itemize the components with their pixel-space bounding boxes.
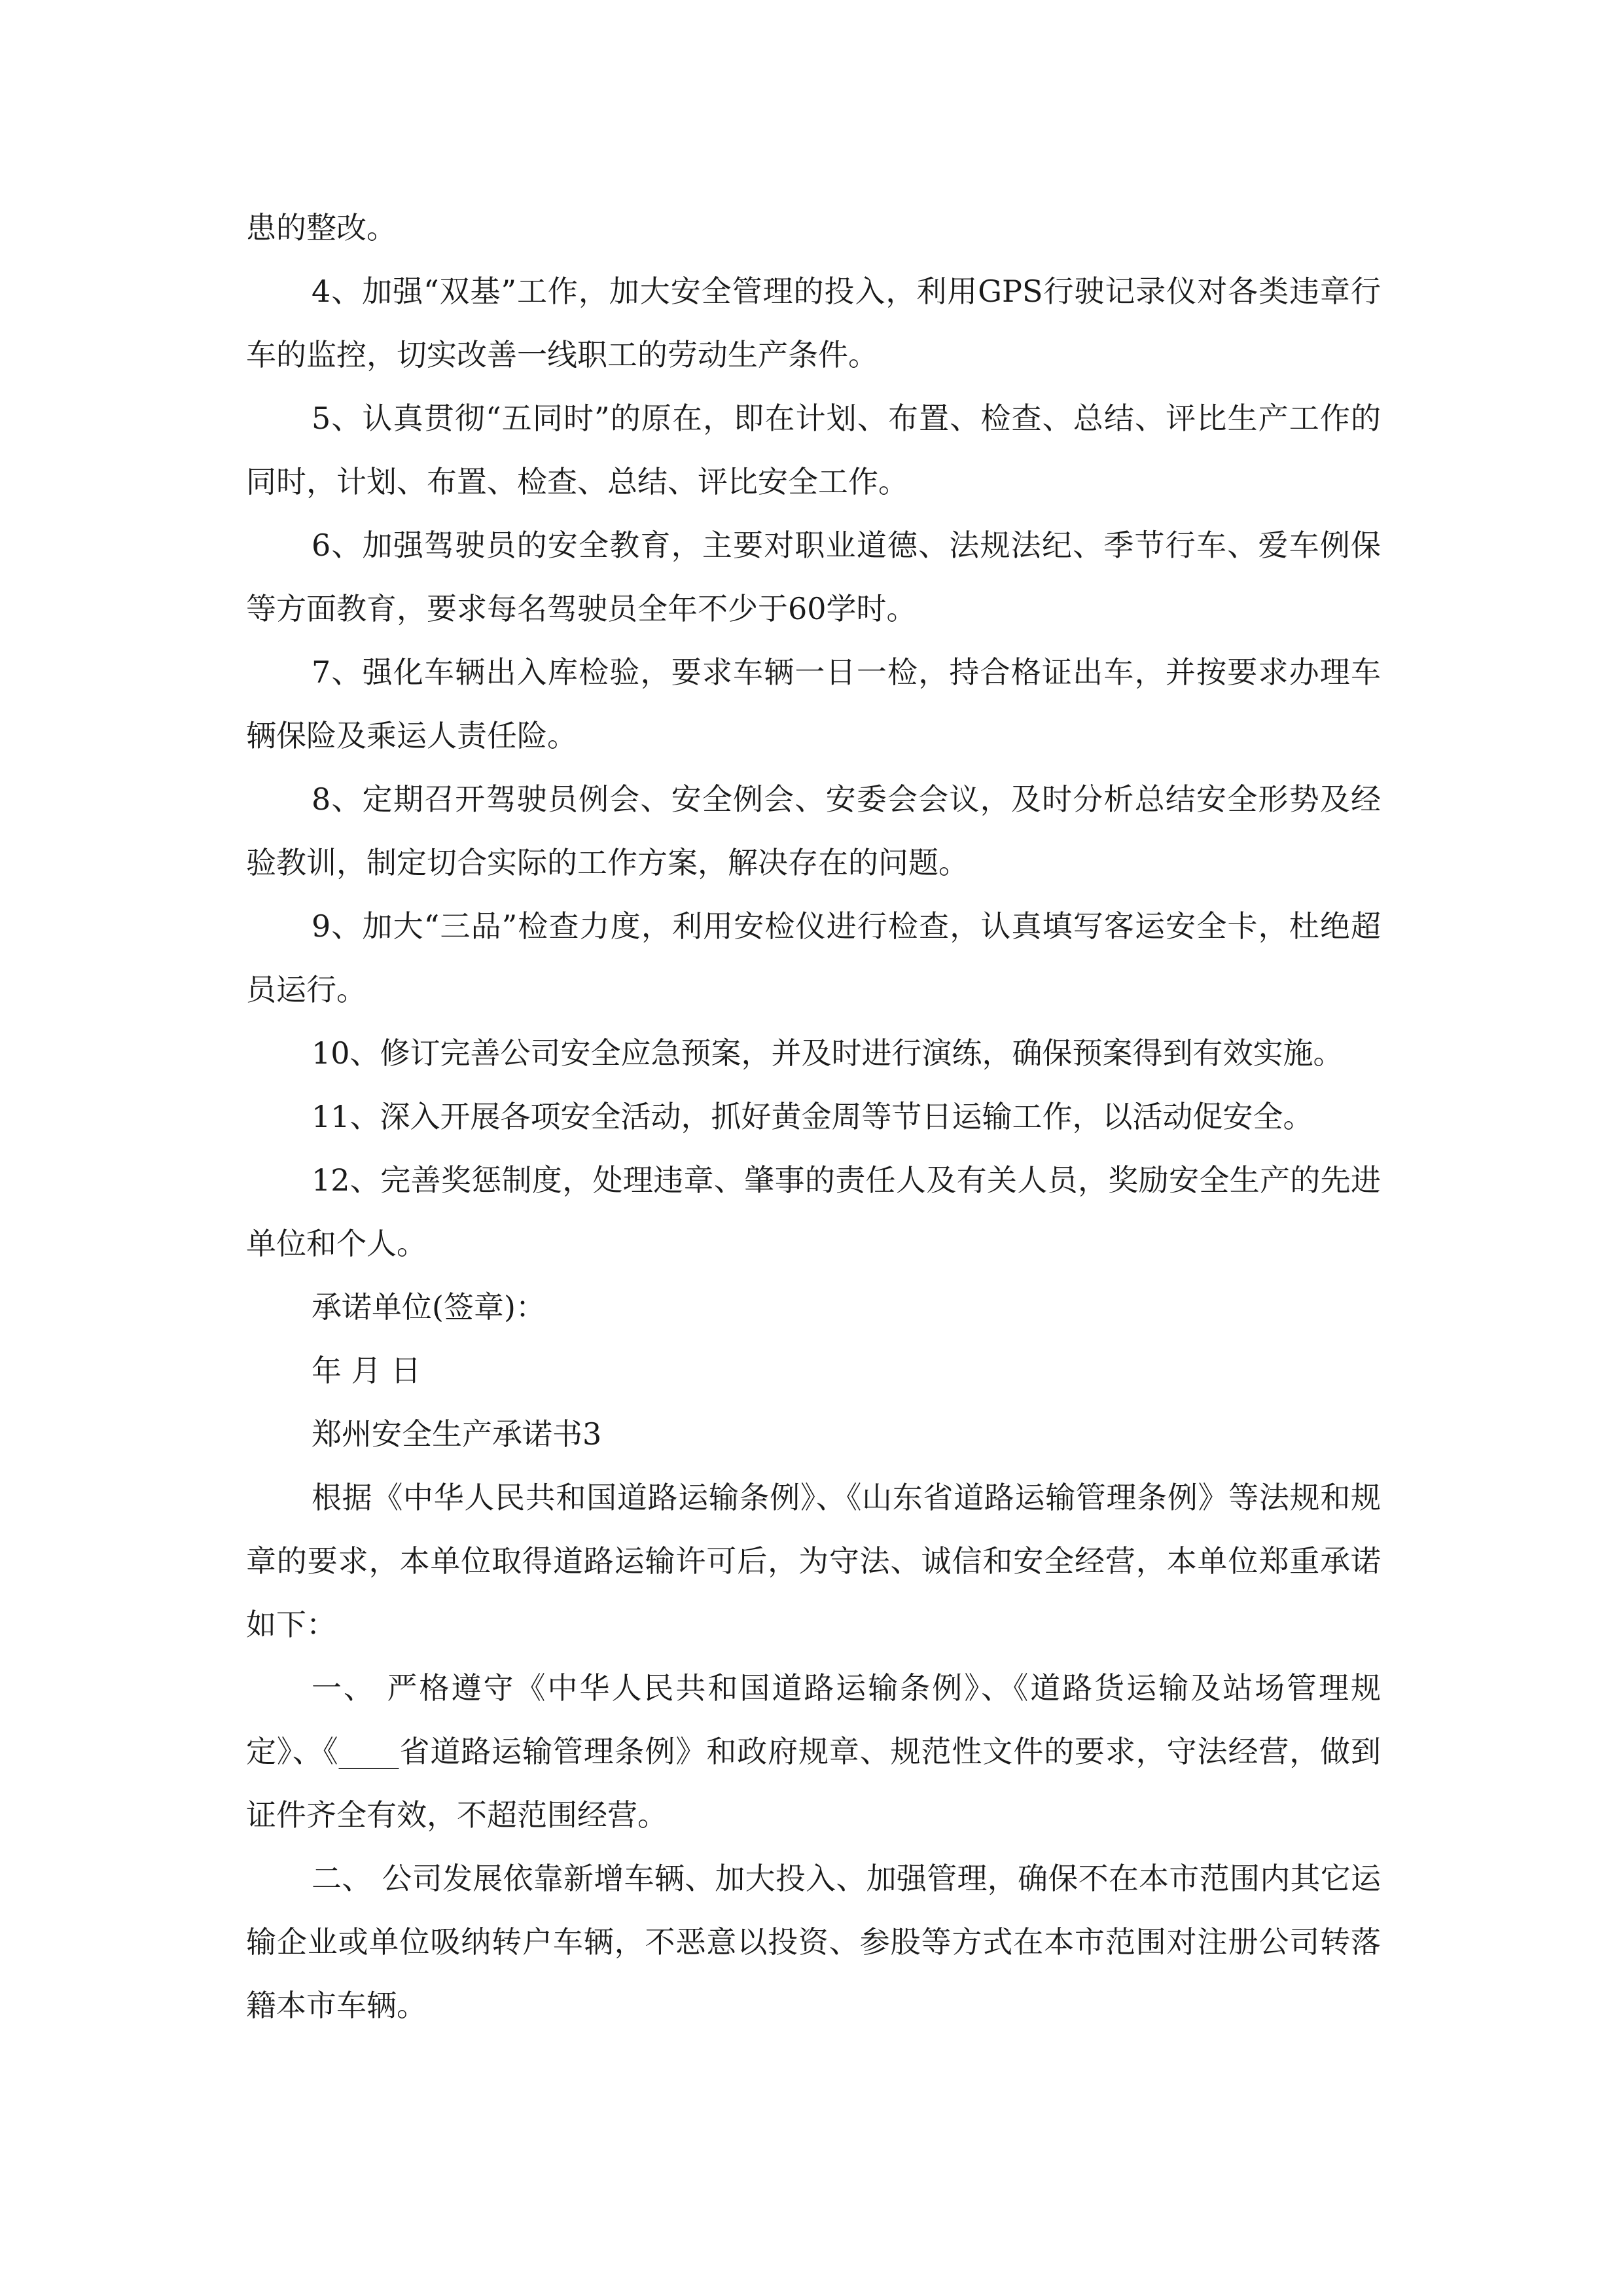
paragraph-pledge-1: 一、 严格遵守《中华人民共和国道路运输条例》、《道路货运输及站场管理规定》、《____省道路运输管理条例》和政府规章、规范性文件的要求，守法经营，做到证件齐全有效，不超范围经营。 [246,1670,1381,1833]
signature-line: 承诺单位(签章)： [312,1289,546,1325]
section-title: 郑州安全生产承诺书3 [312,1416,602,1452]
document-page [246,196,1381,2037]
paragraph-continuation: 患的整改。 [246,210,397,245]
paragraph-item-11: 11、深入开展各项安全活动，抓好黄金周等节日运输工作，以活动促安全。 [312,1099,1313,1134]
paragraph-item-4: 4、加强“双基”工作，加大安全管理的投入，利用GPS行驶记录仪对各类违章行车的监控，切实改善一线职工的劳动生产条件。 [246,274,1381,372]
paragraph-item-7: 7、强化车辆出入库检验，要求车辆一日一检，持合格证出车，并按要求办理车辆保险及乘运人责任险。 [246,655,1381,753]
paragraph-pledge-2: 二、 公司发展依靠新增车辆、加大投入、加强管理，确保不在本市范围内其它运输企业或单位吸纳转户车辆，不恶意以投资、参股等方式在本市范围对注册公司转落籍本市车辆。 [246,1861,1381,2023]
paragraph-item-5: 5、认真贯彻“五同时”的原在，即在计划、布置、检查、总结、评比生产工作的同时，计划、布置、检查、总结、评比安全工作。 [246,401,1381,499]
paragraph-item-12: 12、完善奖惩制度，处理违章、肇事的责任人及有关人员，奖励安全生产的先进单位和个人。 [246,1162,1381,1261]
paragraph-intro: 根据《中华人民共和国道路运输条例》、《山东省道路运输管理条例》等法规和规章的要求，本单位取得道路运输许可后，为守法、诚信和安全经营，本单位郑重承诺如下： [246,1480,1381,1642]
date-line: 年 月 日 [312,1353,421,1388]
paragraph-item-6: 6、加强驾驶员的安全教育，主要对职业道德、法规法纪、季节行车、爱车例保等方面教育，要求每名驾驶员全年不少于60学时。 [246,528,1381,626]
paragraph-item-8: 8、定期召开驾驶员例会、安全例会、安委会会议，及时分析总结安全形势及经验教训，制定切合实际的工作方案，解决存在的问题。 [246,781,1381,880]
paragraph-item-9: 9、加大“三品”检查力度，利用安检仪进行检查，认真填写客运安全卡，杜绝超员运行。 [246,908,1381,1007]
paragraph-item-10: 10、修订完善公司安全应急预案，并及时进行演练，确保预案得到有效实施。 [312,1035,1344,1071]
